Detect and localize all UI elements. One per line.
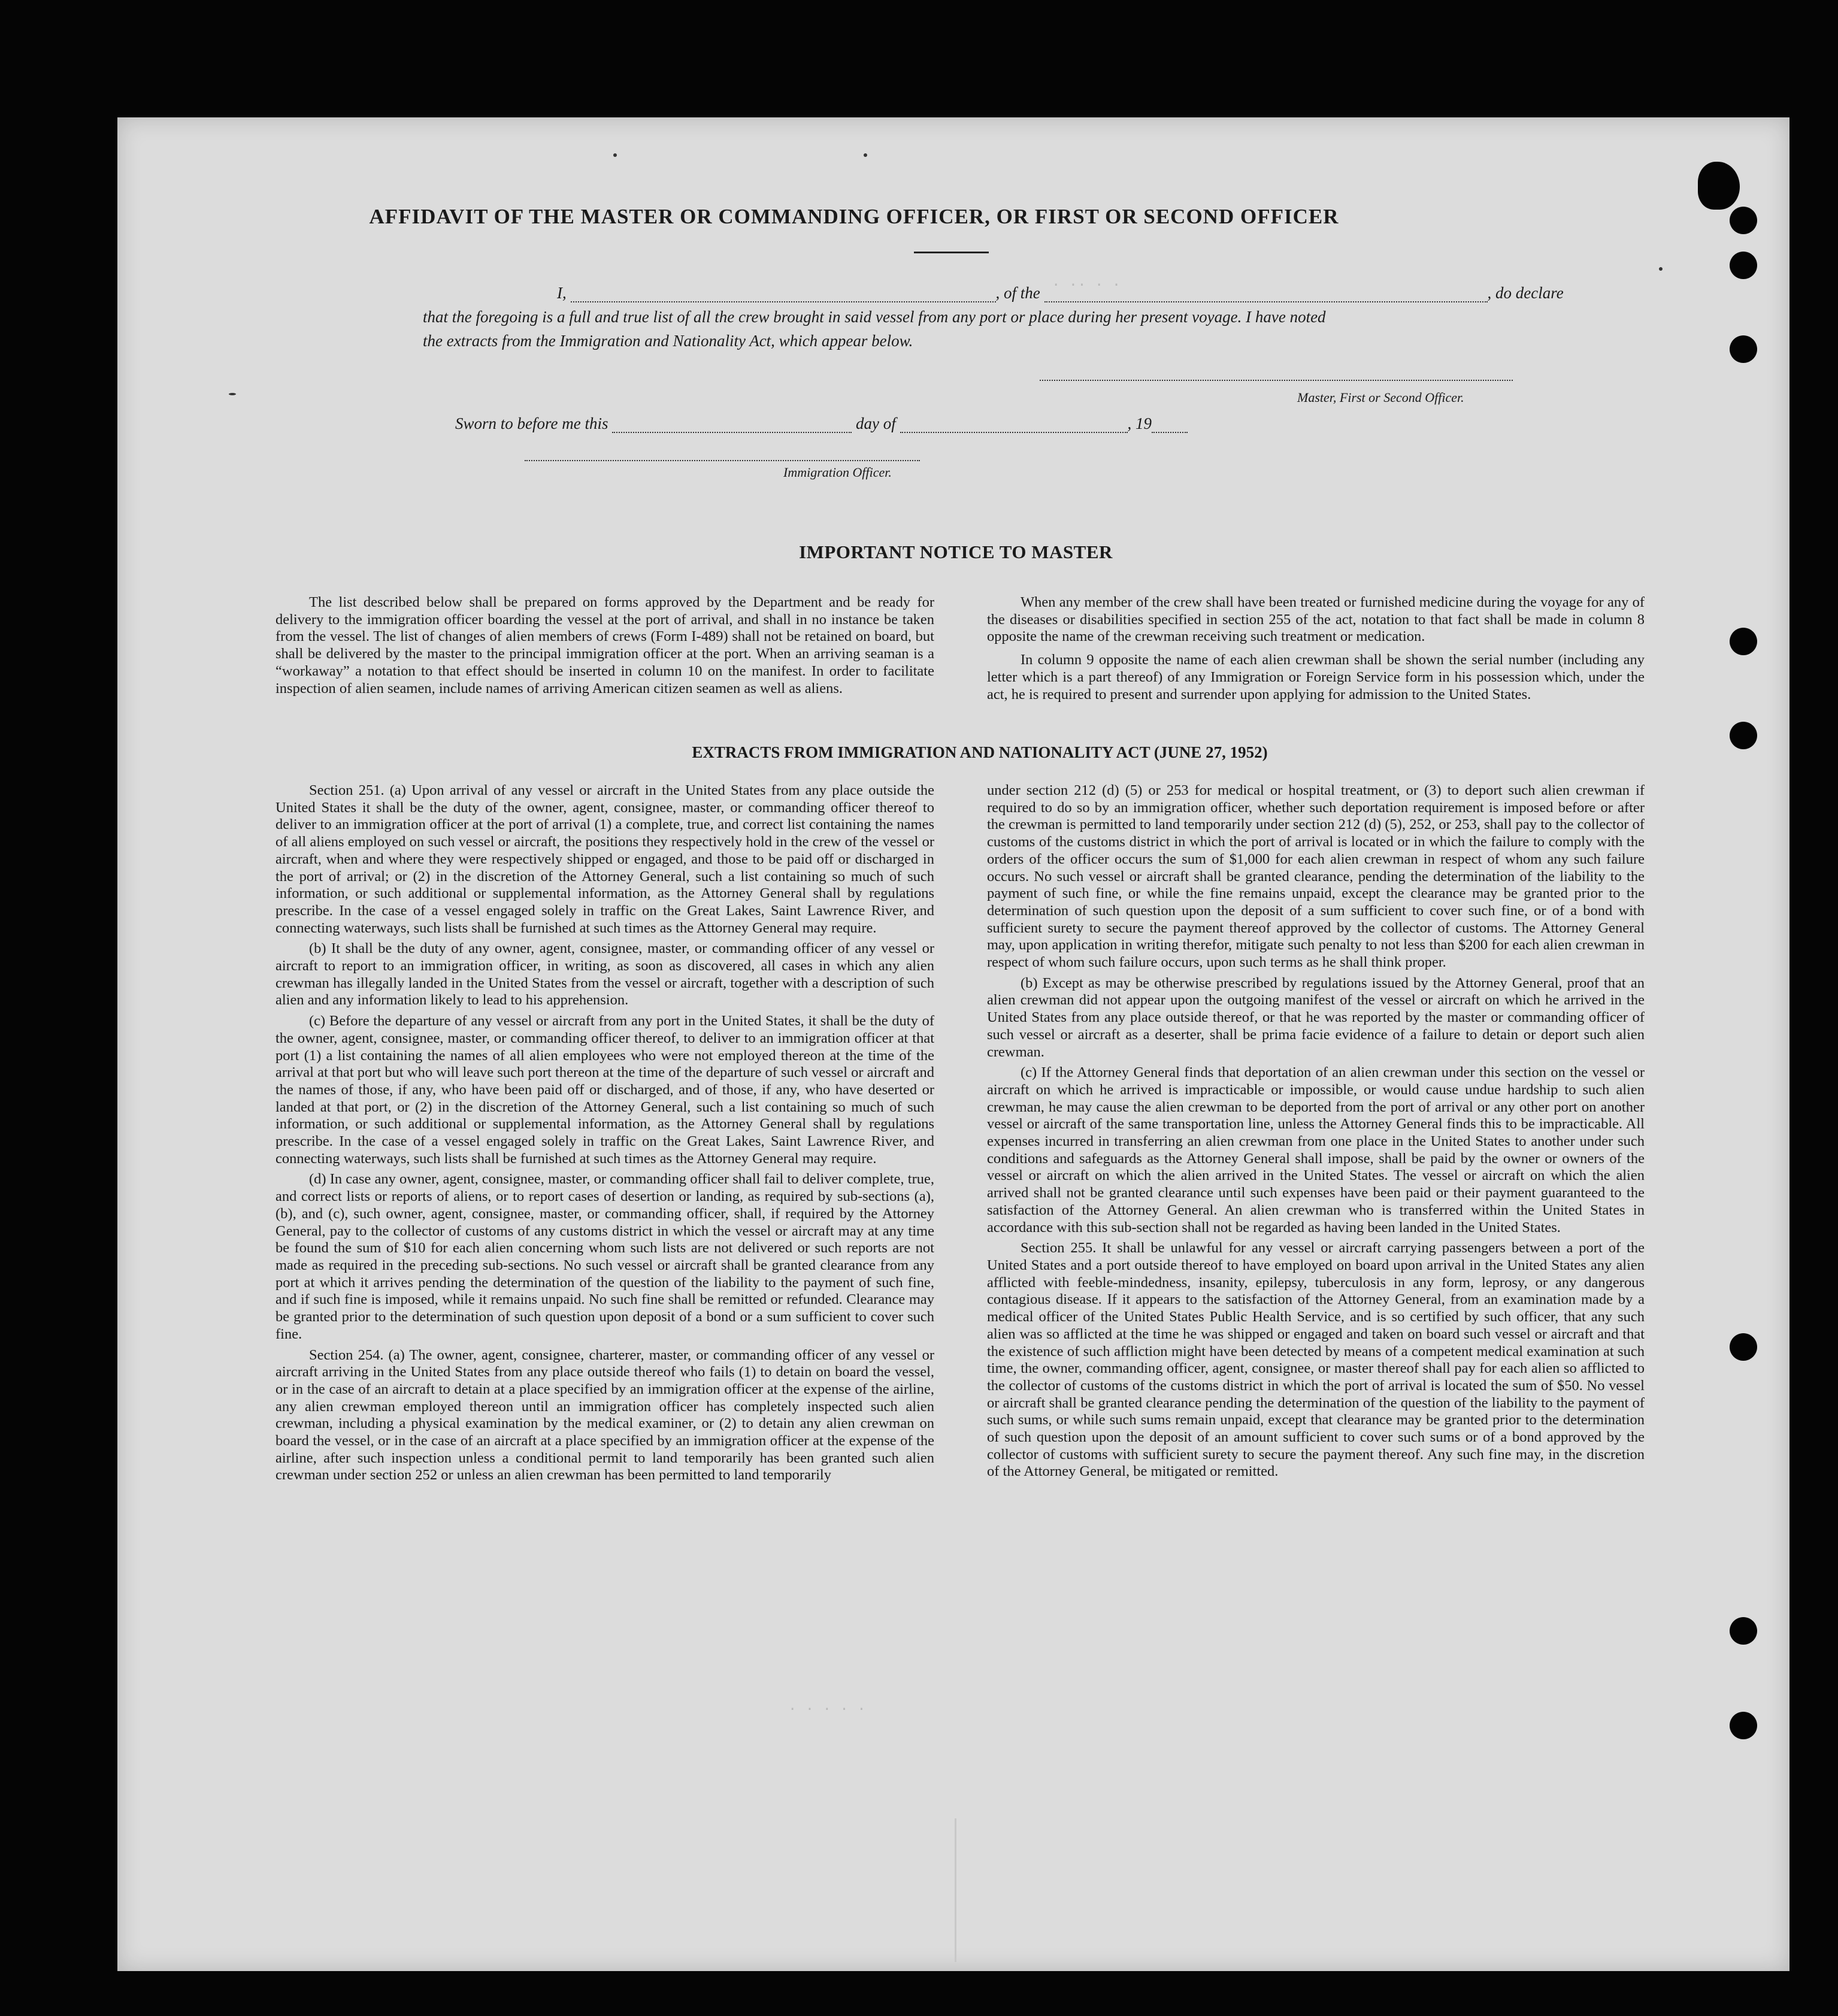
title-divider xyxy=(914,252,989,253)
section-254a: Section 254. (a) The owner, agent, consignee, charterer, master, or commanding officer of any vessel or aircraft arriving in the United States from any place outside thereof who fails (1) to detain on board the vessel, or in the case of an aircraft to detain at a place specified by an immigration officer at the expense of the airline, any alien crewman employed thereon until an immigration officer has completely inspected such alien crewman, including a physical examination by the medical examiner, or (2) to detain any alien crewman on board the vessel, or in the case of an aircraft at a place specified by an immigration officer at the expense of the airline, after such inspection unless a conditional permit to land temporarily has been granted such alien crewman under section 252 or unless an alien crewman has been permitted to land temporarily xyxy=(275,1346,934,1484)
section-254b: (b) Except as may be otherwise prescribed by regulations issued by the Attorney General, proof that an alien crewman did not appear upon the outgoing manifest of the vessel or aircraft on which he arrived in the United States from any place outside thereof, or that he was reported by the master or commanding officer of such vessel or aircraft as a deserter, shall be prima facie evidence of a failure to detain or deport such alien crewman. xyxy=(987,974,1645,1060)
section-251a: Section 251. (a) Upon arrival of any vessel or aircraft in the United States from any place outside the United States it shall be the duty of the owner, agent, consignee, master, or commanding officer thereof to deliver to an immigration officer at the port of arrival (1) a complete, true, and correct list containing the names of all aliens employed on such vessel or aircraft, the positions they respectively hold in the crew of the vessel or aircraft, when and where they were respectively shipped or engaged, and those to be paid off or discharged in the port of arrival; or (2) in the discretion of the Attorney General, such a list containing so much of such information, or such additional or supplemental information, as the Attorney General shall by regulations prescribe. In the case of a vessel engaged solely in traffic on the Great Lakes, Saint Lawrence River, and connecting waterways, such lists shall be furnished at such times as the Attorney General may require. xyxy=(275,782,934,936)
fold-line xyxy=(955,1818,956,1962)
section-251c: (c) Before the departure of any vessel or aircraft from any port in the United States, it shall be the duty of the owner, agent, consignee, master, or commanding officer thereof, to deliver to an immigration officer at that port (1) a list containing the names of all alien employees who were not employed thereon at the time of the arrival at that port but who will leave such port thereon at the time of the departure of such vessel or aircraft and the names of those, if any, who have been paid off or discharged, and of those, if any, who have deserted or landed at that port, or (2) in the discretion of the Attorney General, such a list containing so much of such information, or such additional or supplemental information, as the Attorney General shall by regulations prescribe. In the case of a vessel engaged solely in traffic on the Great Lakes, Saint Lawrence River, and connecting waterways, such lists shall be furnished at such times as the Attorney General may require. xyxy=(275,1013,934,1167)
of-the-label: , of the xyxy=(995,284,1040,302)
punch-hole xyxy=(1730,628,1757,655)
speck xyxy=(613,153,617,157)
punch-hole xyxy=(1698,162,1740,210)
bleed-through-text: . . . . . xyxy=(788,1699,866,1715)
notice-left-paragraph: The list described below shall be prepared on forms approved by the Department and be ready for delivery to the immigration officer boarding the vessel at the port of arrival, and shall in no instance be taken from the vessel. The list of changes of alien members of crews (Form I-489) shall not be retained on board, but shall be delivered by the master to the principal immigration officer at the port. When an arriving seaman is a “workaway” a notation to that effect should be inserted in column 10 on the manifest. In order to facilitate inspection of alien seamen, include names of arriving American citizen seamen as well as aliens. xyxy=(275,594,934,697)
vessel-field[interactable] xyxy=(1044,288,1488,302)
statement-line-1: that the foregoing is a full and true list of all the crew brought in said vessel from any port or place during her present voyage. I have noted xyxy=(423,308,1326,326)
punch-hole xyxy=(1730,252,1757,279)
officer-signature-label: Immigration Officer. xyxy=(783,465,892,480)
notice-left-column xyxy=(275,594,934,697)
speck xyxy=(229,393,236,395)
declare-label: , do declare xyxy=(1487,284,1564,302)
statement-line-2: the extracts from the Immigration and Nationality Act, which appear below. xyxy=(423,332,913,350)
punch-hole xyxy=(1730,1333,1757,1361)
sworn-label: Sworn to before me this xyxy=(455,414,608,432)
declaration-line xyxy=(423,284,1663,302)
document-page xyxy=(117,117,1789,1971)
day-of-label: day of xyxy=(856,414,896,432)
section-255: Section 255. It shall be unlawful for any vessel or aircraft carrying passengers between a port of the United States and a port outside thereof to have employed on board upon arrival in the United States any alien afflicted with feeble-mindedness, insanity, epilepsy, tuberculosis in any form, leprosy, or any dangerous contagious disease. If it appears to the satisfaction of the Attorney General, from an examination made by a medical officer of the United States Public Health Service, and is so certified by such officer, that any such alien was so afflicted at the time he was shipped or engaged and taken on board such vessel or aircraft and that the existence of such affliction might have been detected by means of a competent medical examination at such time, the owner, commanding officer, agent, consignee, or master thereof shall pay for each alien so afflicted to the collector of customs of the customs district in which the port of arrival is located the sum of $50. No vessel or aircraft shall be granted clearance pending the determination of the question of the liability to the payment of such sums, or while such sums remain unpaid, except that clearance may be granted prior to the determination of such question upon the deposit of an amount sufficient to cover such sums or of a bond approved by the collector of customs with sufficient surety to secure the payment thereof. Any such fine may, in the discretion of the Attorney General, be mitigated or remitted. xyxy=(987,1240,1645,1480)
section-251d: (d) In case any owner, agent, consignee, master, or commanding officer shall fail to deliver complete, true, and correct lists or reports of aliens, or to report cases of desertion or landing, as required by sub-sections (a), (b), and (c), such owner, agent, consignee, master, or commanding officer, shall, if required by the Attorney General, pay to the collector of customs of any customs district in which the vessel or aircraft may at any time be found the sum of $10 for each alien concerning whom such lists are not delivered or such reports are not made as required in the preceding sub-sections. No such vessel or aircraft shall be granted clearance from any port at which it arrives pending the determination of the question of the liability to the payment of such fine, and if such fine is imposed, while it remains unpaid. No such fine shall be remitted or refunded. Clearance may be granted prior to the determination of such question upon deposit of a bond or a sum sufficient to cover such fine. xyxy=(275,1171,934,1342)
extracts-left-column xyxy=(275,782,934,1484)
year-label: , 19 xyxy=(1127,414,1152,432)
speck xyxy=(1659,267,1663,271)
extracts-title: EXTRACTS FROM IMMIGRATION AND NATIONALITY ACT (JUNE 27, 1952) xyxy=(692,743,1268,761)
punch-hole xyxy=(1730,1712,1757,1739)
master-signature-label: Master, First or Second Officer. xyxy=(1297,390,1464,405)
speck xyxy=(864,153,867,157)
punch-hole xyxy=(1730,722,1757,749)
punch-hole xyxy=(1730,1617,1757,1645)
section-254a-continued: under section 212 (d) (5) or 253 for medical or hospital treatment, or (3) to deport such alien crewman if required to do so by an immigration officer, whether such deportation requirement is imposed before or after the crewman is permitted to land temporarily under section 212 (d) (5), 252, or 253, shall pay to the collector of customs of the customs district in which the port of arrival is located or in which the failure to comply with the orders of the officer occurs the sum of $1,000 for each alien crewman in respect of whom any such failure occurs. No such vessel or aircraft shall be granted clearance, pending the determination of the liability to the payment of such fine, or while the fine remains unpaid, except the clearance may be granted prior to the determination of such question upon the deposit of a sum sufficient to cover such fine, or of a bond with sufficient surety to secure the payment thereof approved by the collector of customs. The Attorney General may, upon application in writing therefor, mitigate such penalty to not less than $200 for each alien crewman in respect of whom such failure occurs, upon such terms as he shall think proper. xyxy=(987,782,1645,971)
punch-hole xyxy=(1730,207,1757,234)
year-field[interactable] xyxy=(1152,419,1188,433)
sworn-line xyxy=(455,414,1695,433)
extracts-right-column xyxy=(987,782,1645,1481)
section-251b: (b) It shall be the duty of any owner, agent, consignee, master, or commanding officer of any vessel or aircraft to report to an immigration officer, in writing, as soon as discovered, all cases in which any alien crewman has illegally landed in the United States from the vessel or aircraft, together with a description of such alien and any information likely to lead to his apprehension. xyxy=(275,940,934,1009)
notice-right-paragraph-1: When any member of the crew shall have been treated or furnished medicine during the voyage for any of the diseases or disabilities specified in section 255 of the act, notation to that fact shall be made in column 8 opposite the name of the crewman receiving such treatment or medication. xyxy=(987,594,1645,645)
notice-title: IMPORTANT NOTICE TO MASTER xyxy=(799,541,1113,562)
day-field[interactable] xyxy=(612,419,852,433)
section-254c: (c) If the Attorney General finds that deportation of an alien crewman under this section on the vessel or aircraft on which he arrived is impracticable or impossible, or would cause undue hardship to such alien crewman, he may cause the alien crewman to be deported from the port of arrival or any other port on another vessel or aircraft of the same transportation line, unless the Attorney General finds this to be impracticable. All expenses incurred in transferring an alien crewman from one place in the United States to another under such conditions and safeguards as the Attorney General shall impose, shall be paid by the owner or owners of the vessel or aircraft on which the alien arrived in the United States. The vessel or aircraft on which the alien arrived shall not be granted clearance until such expenses have been paid or their payment guaranteed to the satisfaction of the Attorney General. An alien crewman who is transferred within the United States in accordance with this sub-section shall not be regarded as having been landed in the United States. xyxy=(987,1064,1645,1236)
name-field[interactable] xyxy=(571,288,996,302)
i-label: I, xyxy=(557,284,567,302)
officer-signature-line[interactable] xyxy=(525,460,920,461)
master-signature-line[interactable] xyxy=(1040,380,1513,381)
month-field[interactable] xyxy=(900,419,1128,433)
notice-right-paragraph-2: In column 9 opposite the name of each alien crewman shall be shown the serial number (including any letter which is a part thereof) of any Immigration or Foreign Service form in his possession which, under the act, he is required to present and surrender upon applying for admission to the United States. xyxy=(987,652,1645,703)
bleed-through-text: . .. . . xyxy=(1052,274,1121,290)
punch-hole xyxy=(1730,335,1757,363)
notice-right-column xyxy=(987,594,1645,703)
affidavit-title: AFFIDAVIT OF THE MASTER OR COMMANDING OFFICER, OR FIRST OR SECOND OFFICER xyxy=(369,205,1339,228)
